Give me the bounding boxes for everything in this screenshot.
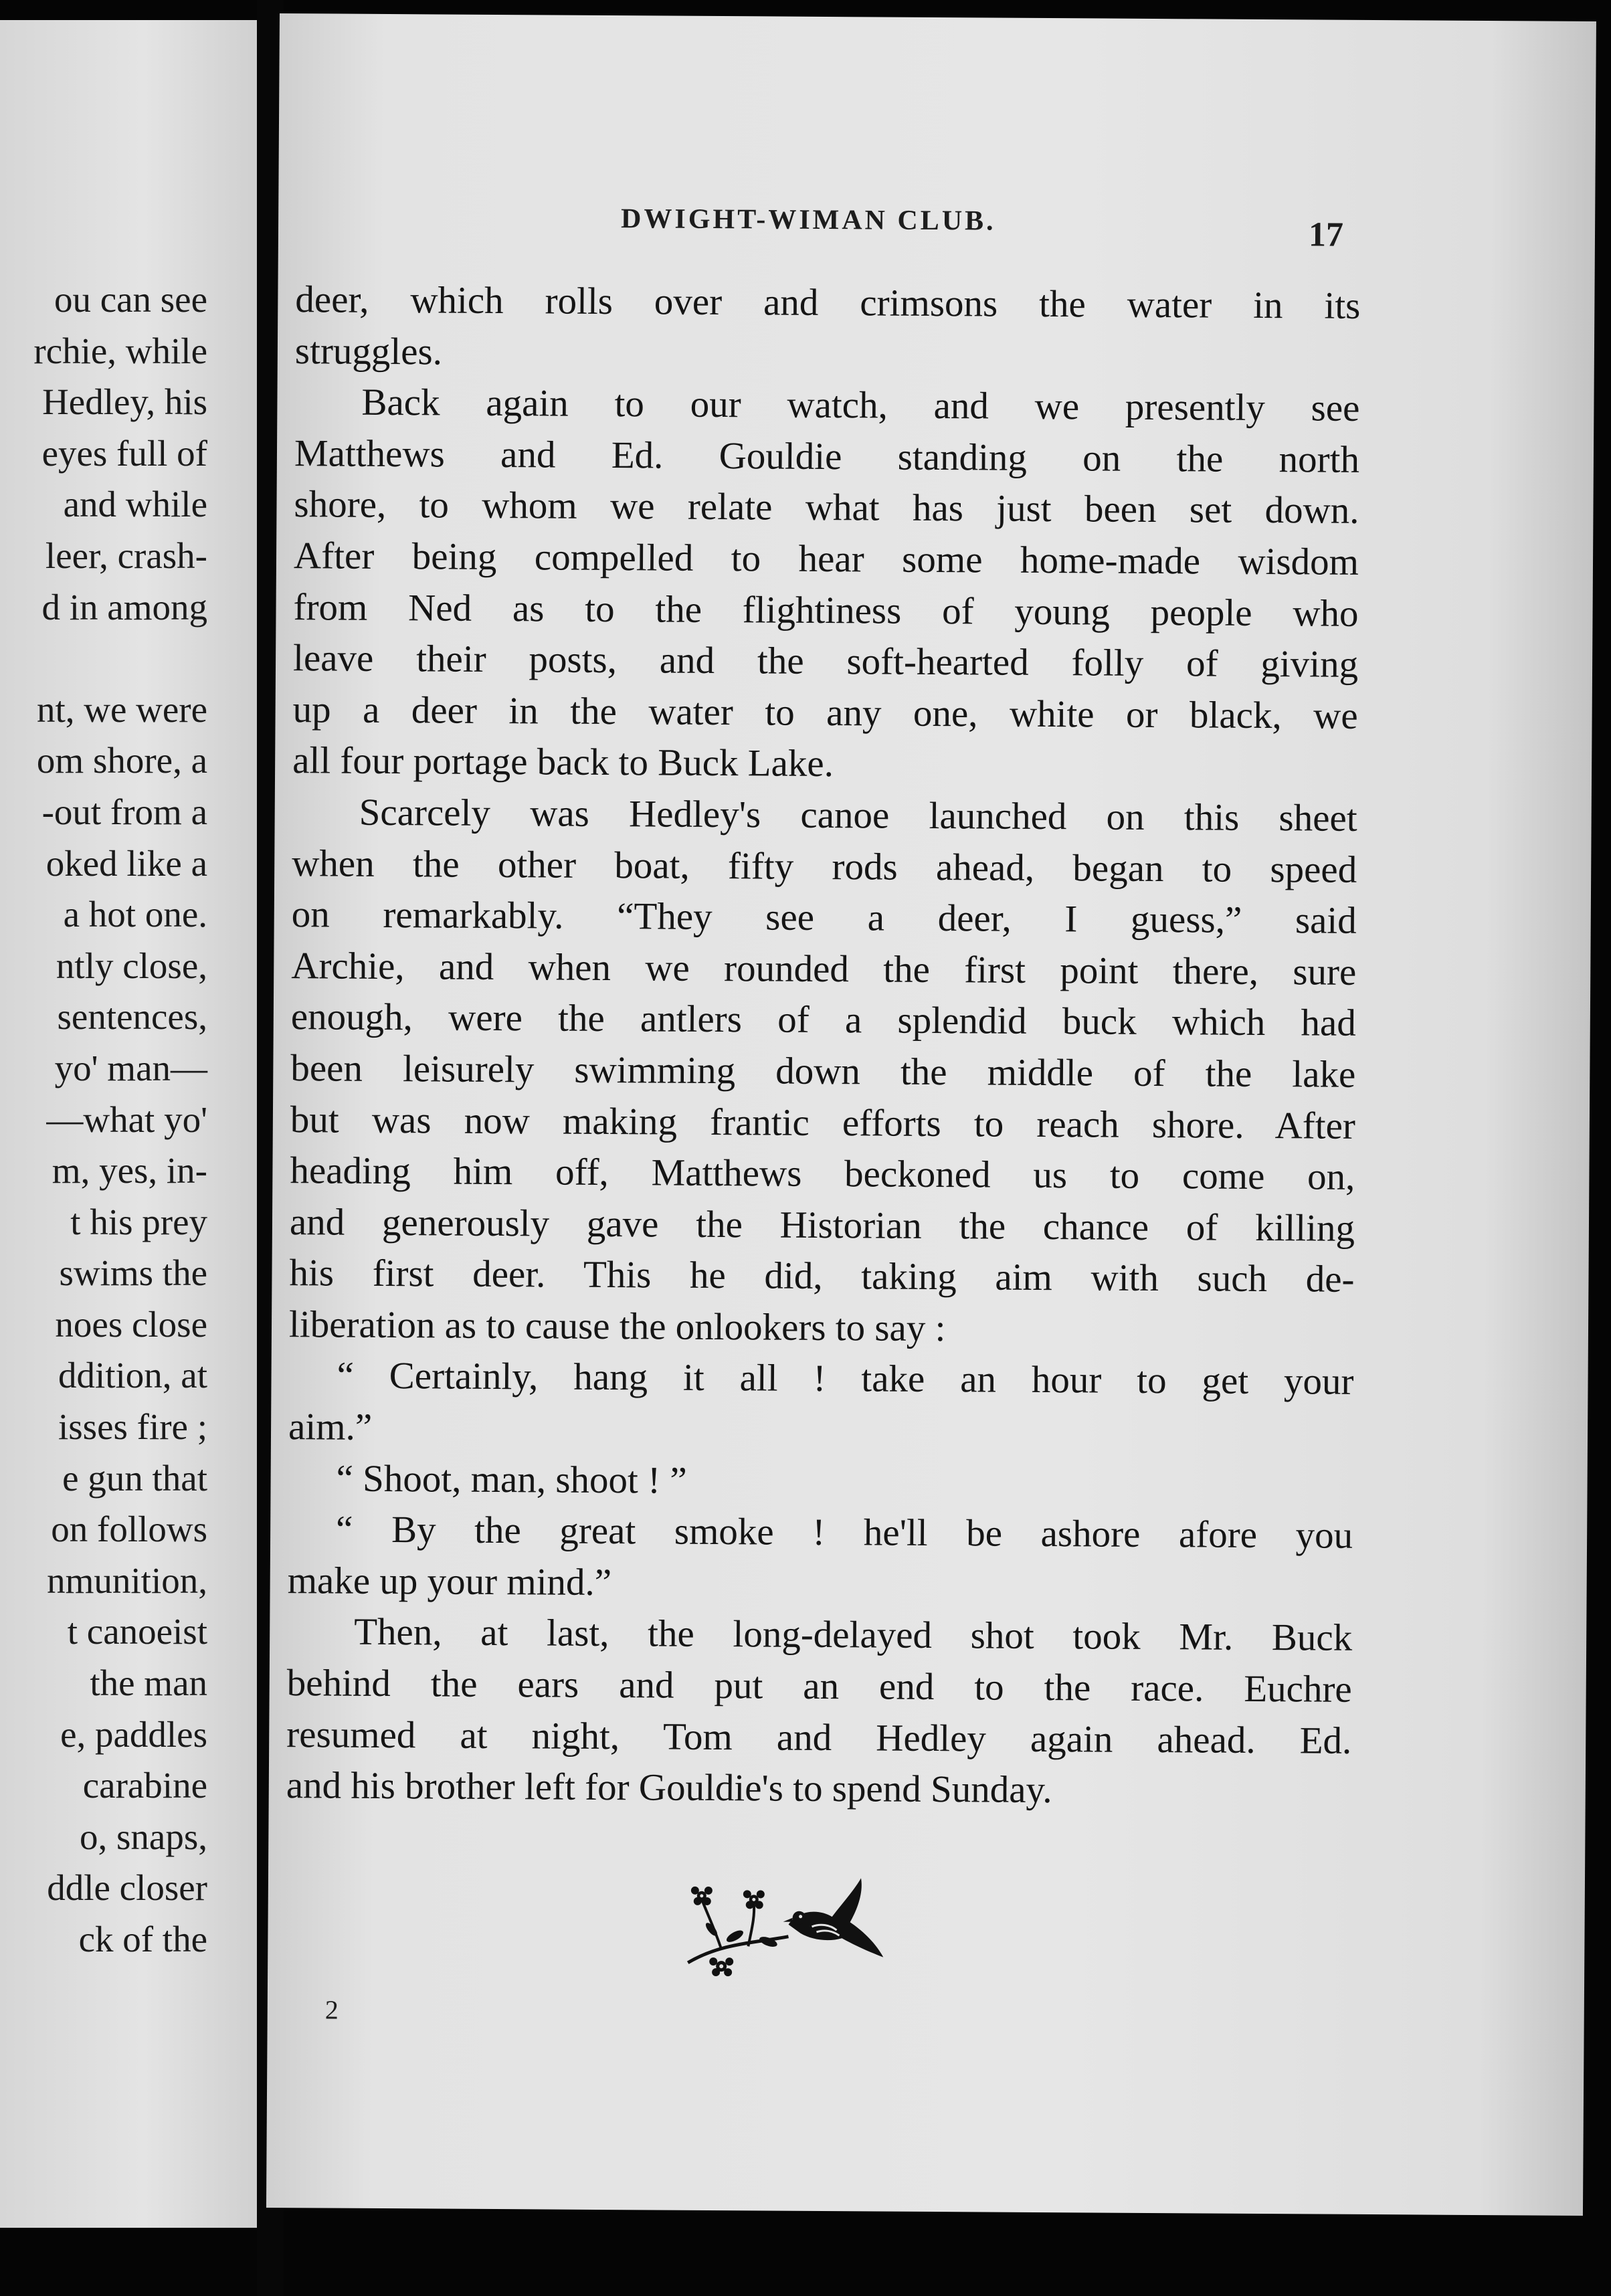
text-line: on remarkably. “They see a deer, I guess,” said	[291, 893, 1357, 942]
text-line: Scarcely was Hedley's canoe launched on this sheet	[359, 791, 1357, 840]
left-line: carabine	[82, 1765, 207, 1806]
body-text	[286, 274, 1361, 1818]
left-line: oked like a	[45, 842, 207, 884]
left-line: t canoeist	[67, 1611, 207, 1652]
text-line: make up your mind.”	[287, 1559, 612, 1604]
left-line: Hedley, his	[42, 381, 207, 423]
left-line: ou can see	[54, 279, 207, 320]
left-line: -out from a	[41, 791, 207, 832]
text-line: and generously gave the Historian the chance of killing	[289, 1200, 1355, 1250]
text-line: Matthews and Ed. Gouldie standing on the north	[294, 432, 1360, 481]
left-line: on follows	[51, 1509, 207, 1550]
left-page-fragment	[0, 20, 261, 2228]
page-number: 17	[1308, 215, 1344, 254]
text-line: Back again to our watch, and we presently see	[361, 381, 1360, 430]
left-line: nt, we were	[36, 688, 207, 730]
text-line: “ By the great smoke ! he'll be ashore afore you	[335, 1508, 1353, 1557]
left-line: om shore, a	[36, 740, 207, 781]
text-line: behind the ears and put an end to the race. Euchre	[286, 1662, 1352, 1711]
left-line: eyes full of	[41, 432, 207, 474]
text-line: been leisurely swimming down the middle of the lake	[290, 1047, 1356, 1096]
text-line: heading him off, Matthews beckoned us to come on,	[290, 1149, 1355, 1198]
left-line: t his prey	[70, 1201, 207, 1242]
text-line: and his brother left for Gouldie's to spend Sunday.	[286, 1764, 1052, 1812]
left-line: yo' man—	[54, 1047, 207, 1088]
left-line: ddle closer	[47, 1867, 207, 1909]
left-line: ntly close,	[56, 945, 207, 986]
signature-mark: 2	[324, 1994, 339, 2025]
text-line: Archie, and when we rounded the first point there, sure	[291, 944, 1357, 993]
left-line: isses fire ;	[58, 1406, 207, 1448]
left-line: swims the	[59, 1252, 207, 1294]
left-line: o, snaps,	[80, 1816, 207, 1857]
text-line: all four portage back to Buck Lake.	[292, 739, 834, 785]
text-line: but was now making frantic efforts to reach shore. After	[290, 1098, 1356, 1147]
text-line: “ Certainly, hang it all ! take an hour to get your	[337, 1355, 1354, 1404]
left-line: nmunition,	[47, 1559, 207, 1601]
text-line: up a deer in the water to any one, white or black, we	[292, 688, 1358, 737]
text-line: resumed at night, Tom and Hedley again ahead. Ed.	[286, 1713, 1352, 1762]
text-line: leave their posts, and the soft-hearted folly of giving	[292, 637, 1359, 686]
text-line: enough, were the antlers of a splendid buck which had	[290, 995, 1357, 1045]
text-line: when the other boat, fifty rods ahead, began to speed	[292, 842, 1357, 891]
left-line: sentences,	[57, 996, 207, 1038]
left-line: and while	[63, 484, 207, 525]
left-line: rchie, while	[33, 330, 207, 371]
right-page	[266, 13, 1596, 2216]
left-page-text	[33, 274, 207, 1966]
left-line: d in among	[41, 586, 207, 628]
left-line: m, yes, in-	[52, 1150, 207, 1191]
left-line: the man	[90, 1662, 207, 1704]
left-line: noes close	[55, 1303, 207, 1345]
left-line: —what yo'	[46, 1098, 207, 1140]
text-line: After being compelled to hear some home-made wisdom	[293, 535, 1359, 583]
text-line: shore, to whom we relate what has just been set down.	[294, 483, 1359, 533]
text-line: from Ned as to the flightiness of young people who	[293, 585, 1359, 635]
text-line: “ Shoot, man, shoot ! ”	[336, 1457, 687, 1502]
text-line: struggles.	[294, 329, 443, 373]
text-line: deer, which rolls over and crimsons the water in its	[295, 278, 1361, 327]
text-line: his first deer. This he did, taking aim with such de-	[289, 1252, 1355, 1301]
text-line: aim.”	[288, 1406, 373, 1448]
left-line: ck of the	[78, 1919, 207, 1959]
left-line-blank	[33, 633, 207, 684]
left-line: ddition, at	[58, 1355, 207, 1396]
left-line: e gun that	[62, 1457, 207, 1499]
left-line: leer, crash-	[45, 535, 207, 576]
running-head: DWIGHT-WIMAN CLUB.	[620, 203, 996, 237]
left-line: a hot one.	[63, 894, 207, 935]
text-line: liberation as to cause the onlookers to say :	[288, 1303, 946, 1349]
text-line: Then, at last, the long-delayed shot took Mr. Buck	[354, 1611, 1353, 1660]
left-line: e, paddles	[60, 1713, 207, 1755]
bird-and-flowers-ornament-icon	[674, 1862, 889, 1984]
